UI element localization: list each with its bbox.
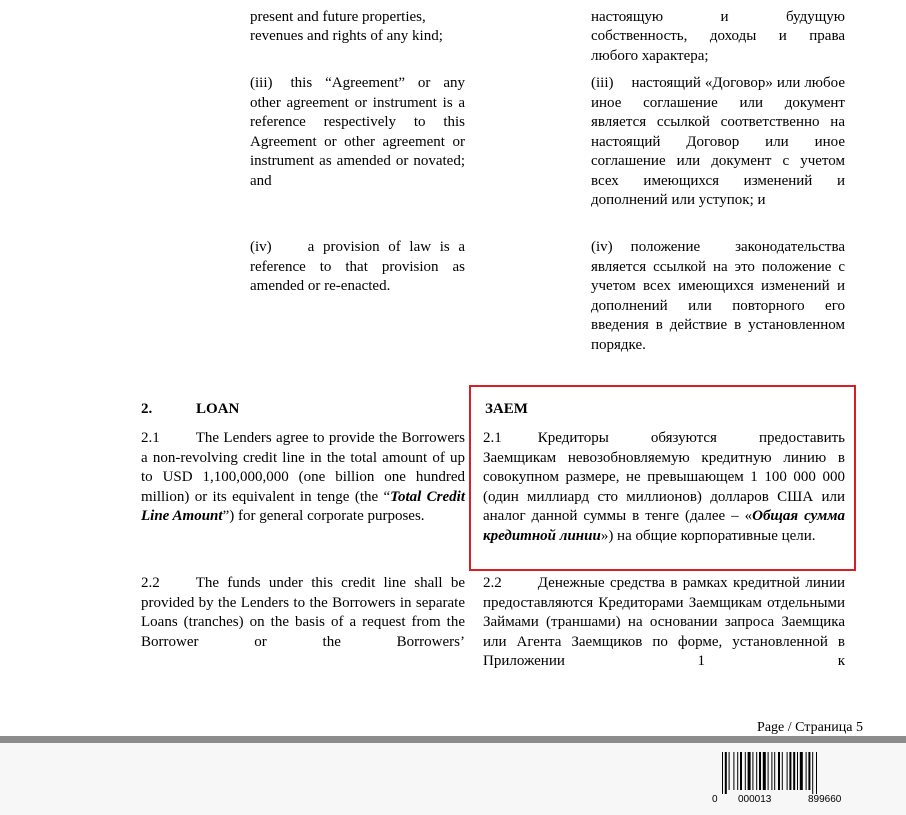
ru-clause-2-1-text-end: ») на общие корпоративные цели.: [600, 527, 816, 544]
en-item-iv-number: (iv): [250, 239, 272, 255]
en-clause-2-2-number: 2.2: [141, 575, 160, 591]
en-section-number: 2.: [141, 401, 153, 417]
ru-clause-2-1-number: 2.1: [483, 430, 502, 446]
ru-clause-2-2: [483, 574, 845, 671]
en-clause-2-1-text-end: ”) for general corporate purposes.: [222, 508, 425, 524]
en-clause-2-1: [141, 429, 465, 527]
en-item-ii-line2: revenues and rights of any kind;: [250, 28, 443, 44]
ru-defined-term: Общая сумма кредитной линии: [483, 508, 845, 544]
ru-clause-2-1-text: Кредиторы обязуются предоставить Заемщикам невозобновляемую кредитную линию в совокупном размере, не превышающем 1 100 000 000 (один миллиард сто миллионов) долларов США или аналог данной суммы в тенге (далее – «: [483, 430, 845, 524]
ru-item-iii-text: настоящий «Договор» или любое иное соглашение или документ является ссылкой соответственно на настоящий Договор или иное соглашение или документ с учетом всех имеющихся изменений и дополнений или уступок; и: [591, 75, 845, 208]
page-separator: [0, 736, 906, 743]
en-item-iii-number: (iii): [250, 75, 273, 91]
ru-item-iii: [591, 74, 845, 211]
ru-item-iv: [591, 238, 845, 355]
ru-clause-2-2-number: 2.2: [483, 575, 502, 591]
ru-clause-2-2-text: Денежные средства в рамках кредитной линии предоставляются Кредиторами Заемщикам отдельными Займами (траншами) на основании запроса Заемщика или Агента Заемщиков по форме, установленной в Приложении 1 к: [483, 575, 845, 669]
ru-item-ii-line2: собственность, доходы и права: [591, 28, 845, 44]
en-clause-2-1-text: The Lenders agree to provide the Borrowers a non-revolving credit line in the total amount of up to USD 1,100,000,000 (one billion one hundred million) or its equivalent in tenge (the “: [141, 430, 465, 505]
ru-item-iv-text: положение законодательства является ссылкой на это положение с учетом всех имеющихся изменений и дополнений или повторного его введения в действие в установленном порядке.: [591, 239, 845, 353]
ru-item-ii-line3: любого характера;: [591, 48, 709, 64]
barcode-digits-right: 899660: [808, 794, 842, 805]
en-item-iii: [250, 74, 465, 191]
barcode: [720, 752, 860, 794]
ru-section-title: ЗАЕМ: [485, 401, 528, 417]
ru-item-iii-number: (iii): [591, 75, 614, 91]
ru-item-ii-line1: настоящую и будущую: [591, 9, 845, 25]
en-clause-2-2-text: The funds under this credit line shall be provided by the Lenders to the Borrowers in separate Loans (tranches) on the basis of a request from the Borrower or the Borrowers’: [141, 575, 465, 650]
barcode-digit-left: 0: [712, 794, 718, 805]
highlight-box: [469, 385, 856, 571]
barcode-digits-mid: 000013: [738, 794, 772, 805]
en-item-iv: [250, 238, 465, 297]
en-item-iv-text: a provision of law is a reference to that provision as amended or re-enacted.: [250, 239, 465, 294]
en-defined-term: Total Credit Line Amount: [141, 488, 465, 524]
en-clause-2-2: [141, 574, 465, 652]
en-clause-2-1-number: 2.1: [141, 430, 160, 446]
page-number: Page / Страница 5: [757, 720, 863, 735]
en-item-ii-line1: present and future properties,: [250, 9, 426, 25]
en-item-iii-text: this “Agreement” or any other agreement or instrument is a reference respectively to this Agreement or other agreement or instrument as amended or novated; and: [250, 75, 465, 189]
ru-item-iv-number: (iv): [591, 239, 613, 255]
en-section-title: LOAN: [196, 401, 240, 417]
